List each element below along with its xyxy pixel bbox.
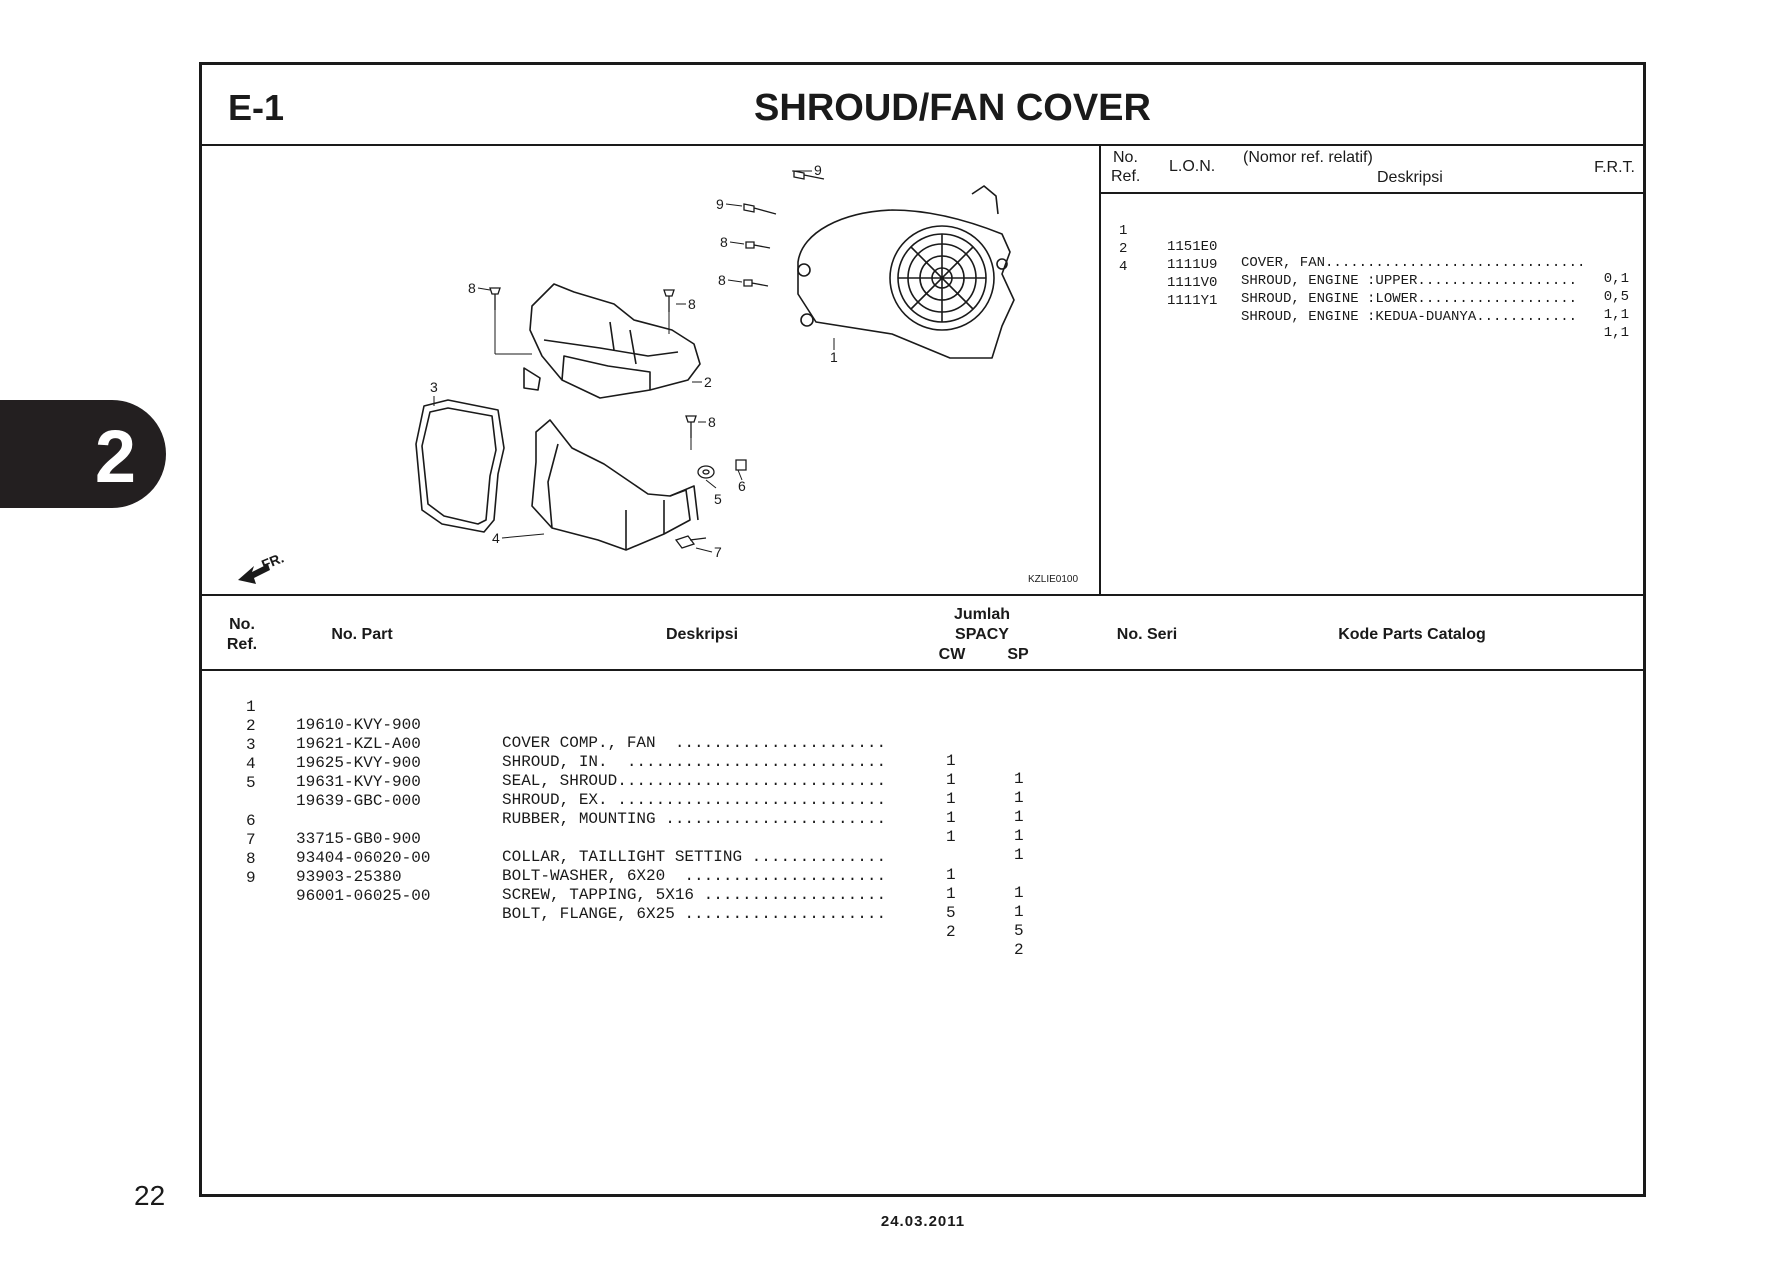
lon-header-no: No. bbox=[1113, 149, 1138, 166]
fasteners-drawing bbox=[490, 171, 824, 548]
lon-row: 1111Y1 SHROUD, ENGINE :KEDUA-DUANYA............ 1,1 bbox=[1167, 293, 1629, 341]
parts-row: 2 19621-KZL-A00 SHROUD, IN. ........................... 1 1 bbox=[246, 717, 1024, 807]
parts-header-sp: SP bbox=[1007, 646, 1029, 663]
callout-7: 7 bbox=[714, 544, 722, 560]
parts-row: 1 19610-KVY-900 COVER COMP., FAN ...................... 1 1 bbox=[246, 698, 1024, 788]
parts-row: 3 19625-KVY-900 SEAL, SHROUD............................ 1 1 bbox=[246, 736, 1024, 826]
callout-8: 8 bbox=[720, 234, 728, 250]
print-date: 24.03.2011 bbox=[880, 1213, 966, 1230]
callout-5: 5 bbox=[714, 491, 722, 507]
parts-table-header bbox=[202, 596, 1643, 671]
lower-shroud-drawing bbox=[532, 420, 698, 550]
front-direction-arrow bbox=[238, 549, 286, 584]
parts-row: 6 33715-GB0-900 COLLAR, TAILLIGHT SETTING .............. 1 1 bbox=[246, 812, 1024, 902]
parts-header-ref: Ref. bbox=[226, 636, 258, 653]
parts-row: 7 93404-06020-00 BOLT-WASHER, 6X20 ..................... 1 1 bbox=[246, 831, 1024, 921]
callout-1: 1 bbox=[830, 349, 838, 365]
leader-lines bbox=[434, 171, 834, 552]
callout-9: 9 bbox=[814, 162, 822, 178]
page-number: 22 bbox=[134, 1180, 166, 1211]
section-title: SHROUD/FAN COVER bbox=[754, 87, 1151, 129]
callout-8: 8 bbox=[718, 272, 726, 288]
diagram-drawing bbox=[202, 144, 1099, 594]
diagram-code: KZLIE0100 bbox=[1028, 574, 1079, 585]
callout-9: 9 bbox=[716, 196, 724, 212]
lon-header-desc: Deskripsi bbox=[1377, 169, 1443, 186]
lon-row: 1 1151E0 COVER, FAN............................... 0,1 bbox=[1119, 223, 1629, 287]
section-tab bbox=[0, 400, 166, 508]
callout-8: 8 bbox=[688, 296, 696, 312]
catalog-page-frame bbox=[199, 62, 1646, 1197]
parts-header-cw: CW bbox=[938, 646, 966, 663]
section-tab-number: 2 bbox=[94, 415, 136, 498]
parts-header-model: SPACY bbox=[955, 626, 1009, 643]
parts-header-jumlah: Jumlah bbox=[953, 606, 1010, 623]
callout-2: 2 bbox=[704, 374, 712, 390]
upper-shroud-drawing bbox=[524, 284, 700, 398]
lon-header-relative: (Nomor ref. relatif) bbox=[1243, 149, 1373, 166]
exploded-diagram bbox=[202, 144, 1101, 596]
labor-operation-table bbox=[1101, 144, 1643, 596]
lon-header-frt: F.R.T. bbox=[1594, 159, 1635, 176]
callout-8: 8 bbox=[708, 414, 716, 430]
parts-header-part: No. Part bbox=[331, 626, 393, 643]
lon-row: 2 1111U9 SHROUD, ENGINE :UPPER................... 0,5 bbox=[1119, 241, 1629, 305]
callout-3: 3 bbox=[430, 379, 438, 395]
parts-row: 9 96001-06025-00 BOLT, FLANGE, 6X25 ..................... 2 2 bbox=[246, 869, 1024, 959]
parts-row: 8 93903-25380 SCREW, TAPPING, 5X16 ................... 5 5 bbox=[246, 850, 1024, 940]
parts-header-no: No. bbox=[229, 616, 255, 633]
lon-row: 4 1111V0 SHROUD, ENGINE :LOWER................... 1,1 bbox=[1119, 259, 1629, 323]
lon-header-ref: Ref. bbox=[1111, 168, 1141, 185]
parts-row: 5 19639-GBC-000 RUBBER, MOUNTING ....................... 1 1 bbox=[246, 774, 1024, 864]
seal-shroud-drawing bbox=[416, 400, 504, 532]
lon-header-lon: L.O.N. bbox=[1169, 158, 1216, 175]
section-code: E-1 bbox=[228, 87, 285, 128]
callout-8: 8 bbox=[468, 280, 476, 296]
parts-header-kode: Kode Parts Catalog bbox=[1338, 626, 1486, 643]
parts-header-desc: Deskripsi bbox=[665, 626, 739, 643]
fan-cover-drawing bbox=[798, 186, 1014, 358]
direction-label: FR. bbox=[259, 549, 287, 573]
title-row bbox=[202, 65, 1643, 146]
lon-table-header bbox=[1101, 144, 1643, 194]
callout-4: 4 bbox=[492, 530, 500, 546]
parts-row: 4 19631-KVY-900 SHROUD, EX. ............................ 1 1 bbox=[246, 755, 1024, 845]
callout-6: 6 bbox=[738, 478, 746, 494]
parts-header-seri: No. Seri bbox=[1116, 626, 1178, 643]
